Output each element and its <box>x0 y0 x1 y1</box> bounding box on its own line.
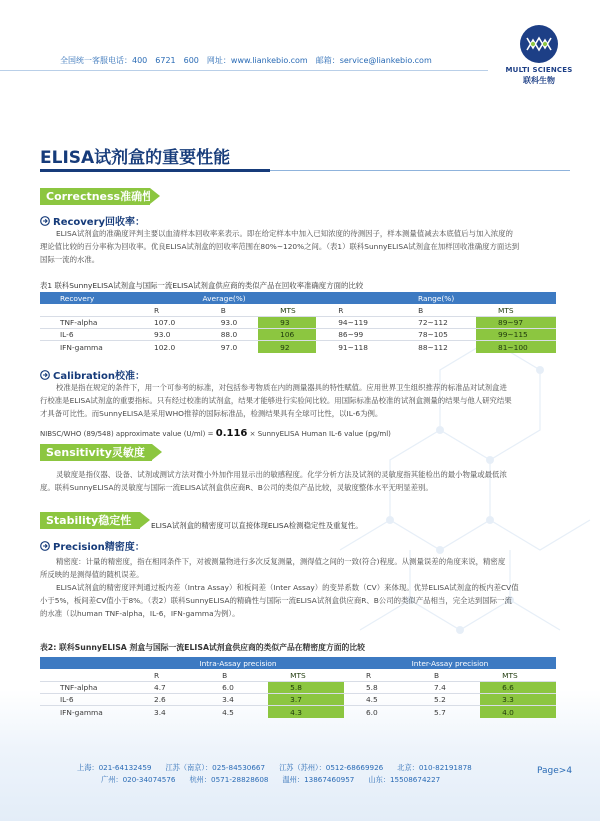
table-cell <box>40 657 132 669</box>
table-cell: 3.4 <box>200 694 268 706</box>
table-cell: 94~119 <box>316 316 396 328</box>
table2-sub-b-intra: B <box>200 669 268 681</box>
precision-heading <box>40 538 145 553</box>
precision-line-3: ELISA试剂盒的精密度评判通过板内差（Intra Assay）和板间差（Inter Assay）的变异系数（CV）来体现。优异ELISA试剂盒的板内差CV值 <box>56 583 519 592</box>
precision-table <box>40 657 556 718</box>
table-cell-mts: 4.3 <box>268 706 344 718</box>
table2-caption: 表2: 联科SunnyELISA 剂盒与国际一流ELISA试剂盒供应商的类似产品在精密度方面的比较 <box>40 643 365 652</box>
recovery-line-3: 国际一流的水准。 <box>40 255 100 264</box>
calibration-heading-text: Calibration校准： <box>53 371 145 382</box>
correctness-banner: Correctness准确性 <box>40 188 150 205</box>
table-cell-mts: 81~100 <box>476 341 556 353</box>
precision-line-4: 小于5%，板间差CV值小于8%。（表2）联科SunnyELISA的精确性与国际一流ELISA试剂盒供应商R、B公司的类似产品相当，完全达到国际一流 <box>40 596 512 605</box>
stability-note: ELISA试剂盒的精密度可以直接体现ELISA检测稳定性及重复性。 <box>151 521 363 530</box>
table-cell-mts: 3.7 <box>268 694 344 706</box>
table-cell-mts: 93 <box>258 316 316 328</box>
footer-contacts <box>77 762 537 786</box>
table2-group-inter: Inter-Assay precision <box>344 657 556 669</box>
footer-row-2 <box>77 774 537 786</box>
calibration-formula <box>40 428 391 439</box>
table-cell-mts: 3.3 <box>480 694 556 706</box>
table1-group-range: Range(%) <box>316 292 556 304</box>
formula-factor: 0.116 <box>215 428 248 439</box>
table2-sub-mts-intra: MTS <box>268 669 344 681</box>
table-row <box>40 341 556 353</box>
logo-text-cn: 联科生物 <box>523 76 555 85</box>
recovery-heading <box>40 213 145 228</box>
table2-sub-mts-inter: MTS <box>480 669 556 681</box>
page-number: Page>4 <box>537 766 573 776</box>
recovery-paragraph <box>40 227 560 266</box>
recovery-line-2: 理论值比较的百分率称为回收率。优良ELISA试剂盒的回收率范围在80%~120%之间。（表1）联科SunnyELISA试剂盒在加样回收准确度方面达到 <box>40 242 520 251</box>
table1-sub-r-avg: R <box>132 304 199 316</box>
circle-arrow-icon <box>40 370 50 380</box>
formula-right: × SunnyELISA Human IL-6 value (pg/ml) <box>249 430 391 438</box>
table1-caption: 表1 联科SunnyELISA试剂盒与国际一流ELISA试剂盒供应商的类似产品在回收率准确度方面的比较 <box>40 281 364 290</box>
table-cell: 5.7 <box>412 706 480 718</box>
circle-arrow-icon <box>40 541 50 551</box>
table-row <box>40 329 556 341</box>
table1-sub-b-avg: B <box>199 304 258 316</box>
footer-contact: 山东：15508674227 <box>368 775 441 784</box>
table-row <box>40 706 556 718</box>
precision-line-2: 所反映的是测得值的随机误差。 <box>40 570 144 579</box>
precision-line-5: 的水准（以human TNF-alpha，IL-6，IFN-gamma为例）。 <box>40 609 240 618</box>
table-cell-mts: 99~115 <box>476 329 556 341</box>
header-divider <box>0 70 488 71</box>
table-row <box>40 316 556 328</box>
footer-contact: 江苏（苏州）：0512-68669926 <box>279 763 384 772</box>
footer-contact: 江苏（南京）：025-84530667 <box>165 763 266 772</box>
table-cell-mts: 6.6 <box>480 681 556 693</box>
calibration-line-2: 行校准是ELISA试剂盒的重要指标。只有经过校准的试剂盒，结果才能够进行实验间比较。用国际标准品校准的试剂盒测量的结果与他人研究结果 <box>40 396 512 405</box>
table2-sub-b-inter: B <box>412 669 480 681</box>
footer-contact: 上海：021-64132459 <box>77 763 152 772</box>
table-cell <box>40 669 132 681</box>
table-cell-mts: 5.8 <box>268 681 344 693</box>
table-cell-mts: 92 <box>258 341 316 353</box>
footer-row-1 <box>77 762 537 774</box>
table-cell: 4.5 <box>200 706 268 718</box>
row-label: TNF-alpha <box>40 681 132 693</box>
calibration-paragraph <box>40 381 560 420</box>
table-cell: 93.0 <box>132 329 199 341</box>
sensitivity-banner: Sensitivity灵敏度 <box>40 444 152 461</box>
table1-col-recovery: Recovery <box>40 292 132 304</box>
sensitivity-line-1: 灵敏度是指仪器、设备、试剂或测试方法对微小外加作用显示出的敏感程度。化学分析方法及试剂的灵敏度指其能检出的最小物量或最低浓 <box>56 470 507 479</box>
footer-contact: 广州：020-34074576 <box>101 775 176 784</box>
table-cell: 78~105 <box>396 329 476 341</box>
table-cell-mts: 89~97 <box>476 316 556 328</box>
multi-sciences-logo-icon <box>519 24 559 64</box>
calibration-line-3: 才具备可比性。而SunnyELISA是采用WHO推荐的国际标准品，检测结果具有全球可比性，以IL-6为例。 <box>40 409 383 418</box>
table-cell: 97.0 <box>199 341 258 353</box>
precision-heading-text: Precision精密度： <box>53 542 145 553</box>
recovery-table <box>40 292 556 353</box>
precision-line-1: 精密度：计量的精密度，指在相同条件下，对被测量物进行多次反复测量，测得值之间的一致(符合)程度。从测量误差的角度来说，精密度 <box>56 557 506 566</box>
table1-group-average: Average(%) <box>132 292 316 304</box>
footer-contact: 杭州：0571-28828608 <box>189 775 269 784</box>
title-rule-accent <box>40 169 270 172</box>
table1-sub-r-range: R <box>316 304 396 316</box>
table1-sub-b-range: B <box>396 304 476 316</box>
footer-contact: 北京：010-82191878 <box>397 763 472 772</box>
calibration-heading <box>40 367 145 382</box>
table-cell: 3.4 <box>132 706 200 718</box>
formula-left: NIBSC/WHO (89/548) approximate value (U/ml) = <box>40 430 214 438</box>
row-label: TNF-alpha <box>40 316 132 328</box>
recovery-heading-text: Recovery回收率： <box>53 217 146 228</box>
table-cell-mts: 4.0 <box>480 706 556 718</box>
table-cell: 6.0 <box>344 706 412 718</box>
row-label: IFN-gamma <box>40 706 132 718</box>
row-label: IL-6 <box>40 329 132 341</box>
sensitivity-line-2: 度。联科SunnyELISA的灵敏度与国际一流ELISA试剂盒供应商R、B公司的类似产品比较，灵敏度整体水平无明显差别。 <box>40 483 433 492</box>
table1-sub-mts-avg: MTS <box>258 304 316 316</box>
table-cell: 88.0 <box>199 329 258 341</box>
table-cell <box>40 304 132 316</box>
table-row <box>40 694 556 706</box>
row-label: IFN-gamma <box>40 341 132 353</box>
recovery-line-1: ELISA试剂盒的准确度评判主要以血清样本回收率来表示。即在给定样本中加入已知浓度的待测因子，样本测量值减去本底值后与加入浓度的 <box>56 229 513 238</box>
logo-text-en: MULTI SCIENCES <box>505 66 573 74</box>
stability-banner: Stability稳定性 <box>40 512 140 529</box>
table-cell: 4.5 <box>344 694 412 706</box>
table-cell: 2.6 <box>132 694 200 706</box>
table2-sub-r-intra: R <box>132 669 200 681</box>
table-cell: 107.0 <box>132 316 199 328</box>
precision-paragraph <box>40 555 560 620</box>
circle-arrow-icon <box>40 216 50 226</box>
company-logo <box>503 24 575 94</box>
table-cell: 88~112 <box>396 341 476 353</box>
table-cell: 4.7 <box>132 681 200 693</box>
calibration-line-1: 校准是指在规定的条件下，用一个可参考的标准，对包括参考物质在内的测量器具的特性赋值。应用世界卫生组织推荐的标准品对试剂盒进 <box>56 383 507 392</box>
table-cell: 5.2 <box>412 694 480 706</box>
table2-sub-r-inter: R <box>344 669 412 681</box>
footer-contact: 温州：13867460957 <box>282 775 355 784</box>
header-contact-line: 全国统一客服电话：400 6721 600 网址：www.liankebio.com 邮箱：service@liankebio.com <box>60 56 432 65</box>
table-cell-mts: 106 <box>258 329 316 341</box>
table-cell: 7.4 <box>412 681 480 693</box>
row-label: IL-6 <box>40 694 132 706</box>
table-cell: 72~112 <box>396 316 476 328</box>
table-cell: 5.8 <box>344 681 412 693</box>
sensitivity-paragraph <box>40 468 560 494</box>
table-cell: 102.0 <box>132 341 199 353</box>
table2-group-intra: Intra-Assay precision <box>132 657 344 669</box>
table-cell: 6.0 <box>200 681 268 693</box>
table-cell: 86~99 <box>316 329 396 341</box>
table-cell: 91~118 <box>316 341 396 353</box>
table-row <box>40 681 556 693</box>
table1-sub-mts-range: MTS <box>476 304 556 316</box>
table-cell: 93.0 <box>199 316 258 328</box>
page-title: ELISA试剂盒的重要性能 <box>40 148 231 168</box>
